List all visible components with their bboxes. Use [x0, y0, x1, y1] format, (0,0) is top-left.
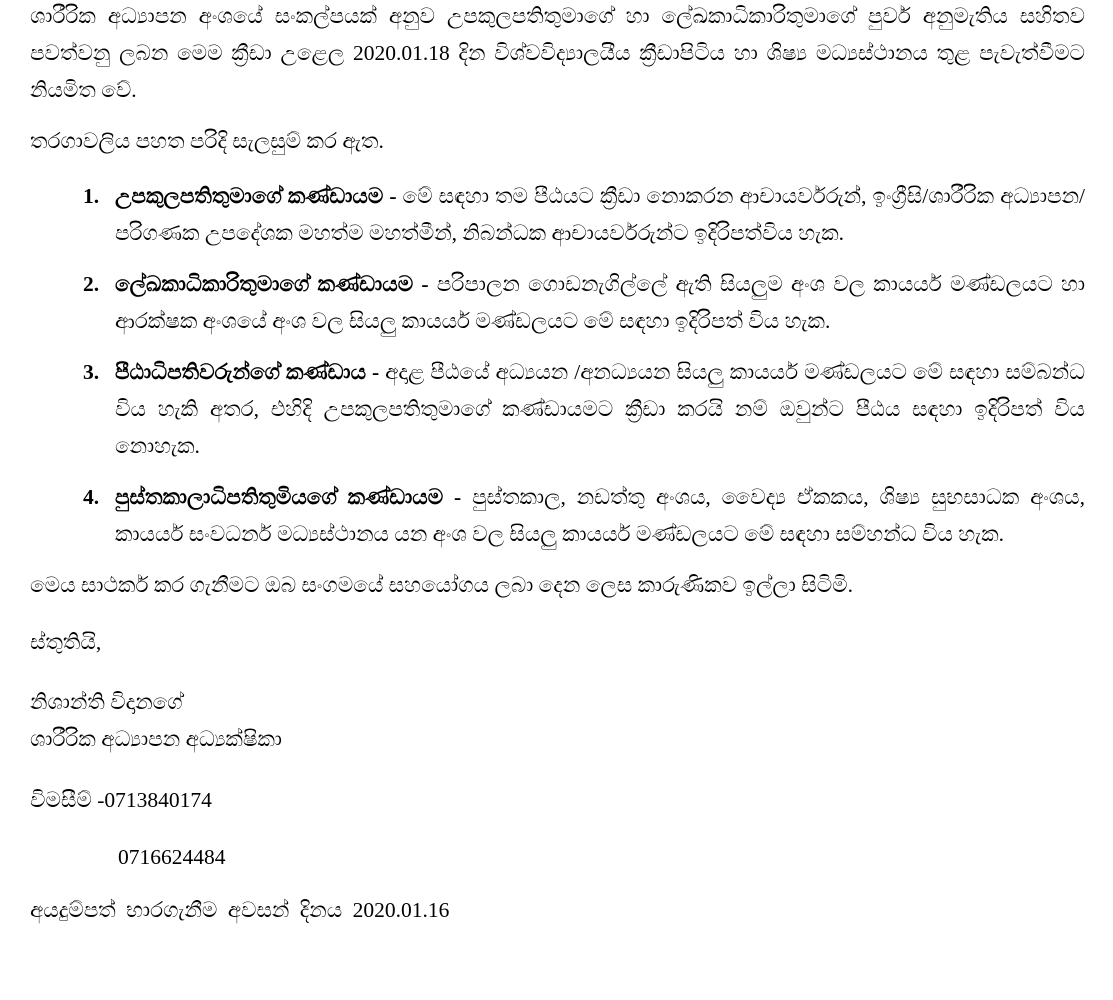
team-title: උපකුලපතිතුමාගේ කණ්ඩායම - — [115, 184, 397, 208]
team-number: 4. — [83, 485, 100, 509]
team-text — [115, 479, 1085, 553]
thanks-line: ස්තුතියි, — [30, 630, 102, 654]
signatory-designation: ශාරීරික අධ්‍යාපන අධ්‍යක්ෂිකා — [30, 727, 282, 751]
team-body: පරිපාලන ගොඩනැගිල්ලේ ඇති සියලුම අංශ වල කායර්ය මණ්ඩලයට හා ආරක්ෂක අංශයේ අංශ වල සියලු කායර්ය මණ්ඩලයට මේ සඳහා ඉදිරිපත් විය හැක. — [115, 272, 1086, 333]
contact-phone-primary: -0713840174 — [97, 788, 212, 812]
team-number: 3. — [83, 360, 100, 384]
team-body: අදාළ පීඨයේ අධ්‍යයන /අනධ්‍යයන සියලු කායර්ය මණ්ඩලයට මේ සඳහා සම්බන්ධ විය හැකි අතර, එහිදි උපකුලපතිතුමාගේ කණ්ඩායමට ක්‍රීඩා කරයි නම් ඔවුන්ට පීඨය සඳහා ඉදිරිපත් විය නොහැක. — [115, 360, 1085, 458]
contact-line — [30, 782, 1085, 819]
team-item-4 — [30, 479, 1085, 553]
team-body: පුස්තකාල, නඩත්තු අංශය, වෛද්‍ය ඒකකය, ශිෂ්‍ය සුභසාධක අංශය, කායර්ය සංවධර්න මධ්‍යස්ථානය යන අංශ වල සියලු කායර්ය මණ්ඩලයට මේ සඳහා සම්හන්ධ විය හැක. — [115, 485, 1086, 546]
contact-phone-secondary: 0716624484 — [118, 845, 226, 869]
team-number: 1. — [83, 184, 100, 208]
team-item-1 — [30, 178, 1085, 252]
team-title: පුස්තකාලාධිපතිතුමියගේ කණ්ඩායම - — [115, 485, 462, 509]
deadline-line: අයදුම්පත් භාරගැනීම අවසන් දිනය 2020.01.16 — [30, 898, 450, 922]
team-item-2 — [30, 266, 1085, 340]
team-text — [115, 354, 1085, 465]
contact-label: විමසීම් — [30, 788, 92, 812]
team-number: 2. — [83, 272, 100, 296]
team-item-3 — [30, 354, 1085, 465]
closing-request: මෙය සාථර්ක කර ගැනීමට ඔබ සංගමයේ සහයෝගය ලබා දෙන ලෙස කාරුණිකව ඉල්ලා සිටිමි. — [30, 573, 853, 597]
team-text — [115, 266, 1085, 340]
opening-paragraph: ශාරීරික අධ්‍යාපන අංශයේ සංකල්පයක් අනුව උපකුලපතිතුමාගේ හා ලේඛකාධිකාරිතුමාගේ පුවර් අනුමැතිය සහිතව පවත්වනු ලබන මෙම ක්‍රීඩා උළෙල 2020.01.18 දින විශ්වවිද්‍යාලයීය ක්‍රීඩාපිටිය හා ශිෂ්‍ය මධ්‍යස්ථානය තුළ පැවැත්වීමට නියමිත වේ. — [30, 4, 1085, 102]
team-title: ලේඛකාධිකාරිතුමාගේ කණ්ඩායම - — [115, 272, 429, 296]
teams-list — [30, 178, 1085, 553]
team-text — [115, 178, 1085, 252]
signatory-name: නිශාන්ති විදානගේ — [30, 690, 183, 714]
team-title: පීඨාධිපතිවරුන්ගේ කණ්ඩාය - — [115, 360, 380, 384]
team-body: මේ සඳහා තම පීඨයට ක්‍රීඩා නොකරන ආචායර්වරුන්, ඉංග්‍රීසි/ශාරීරික අධ්‍යාපන/පරිගණක උපදේශක මහත්ම මහත්මීන්, නිබන්ධක ආචායර්වරුන්ට ඉදිරිපත්විය හැක. — [115, 184, 1086, 245]
plan-line: තරගාවලිය පහත පරිදි සැලසුම් කර ඇත. — [30, 129, 384, 153]
